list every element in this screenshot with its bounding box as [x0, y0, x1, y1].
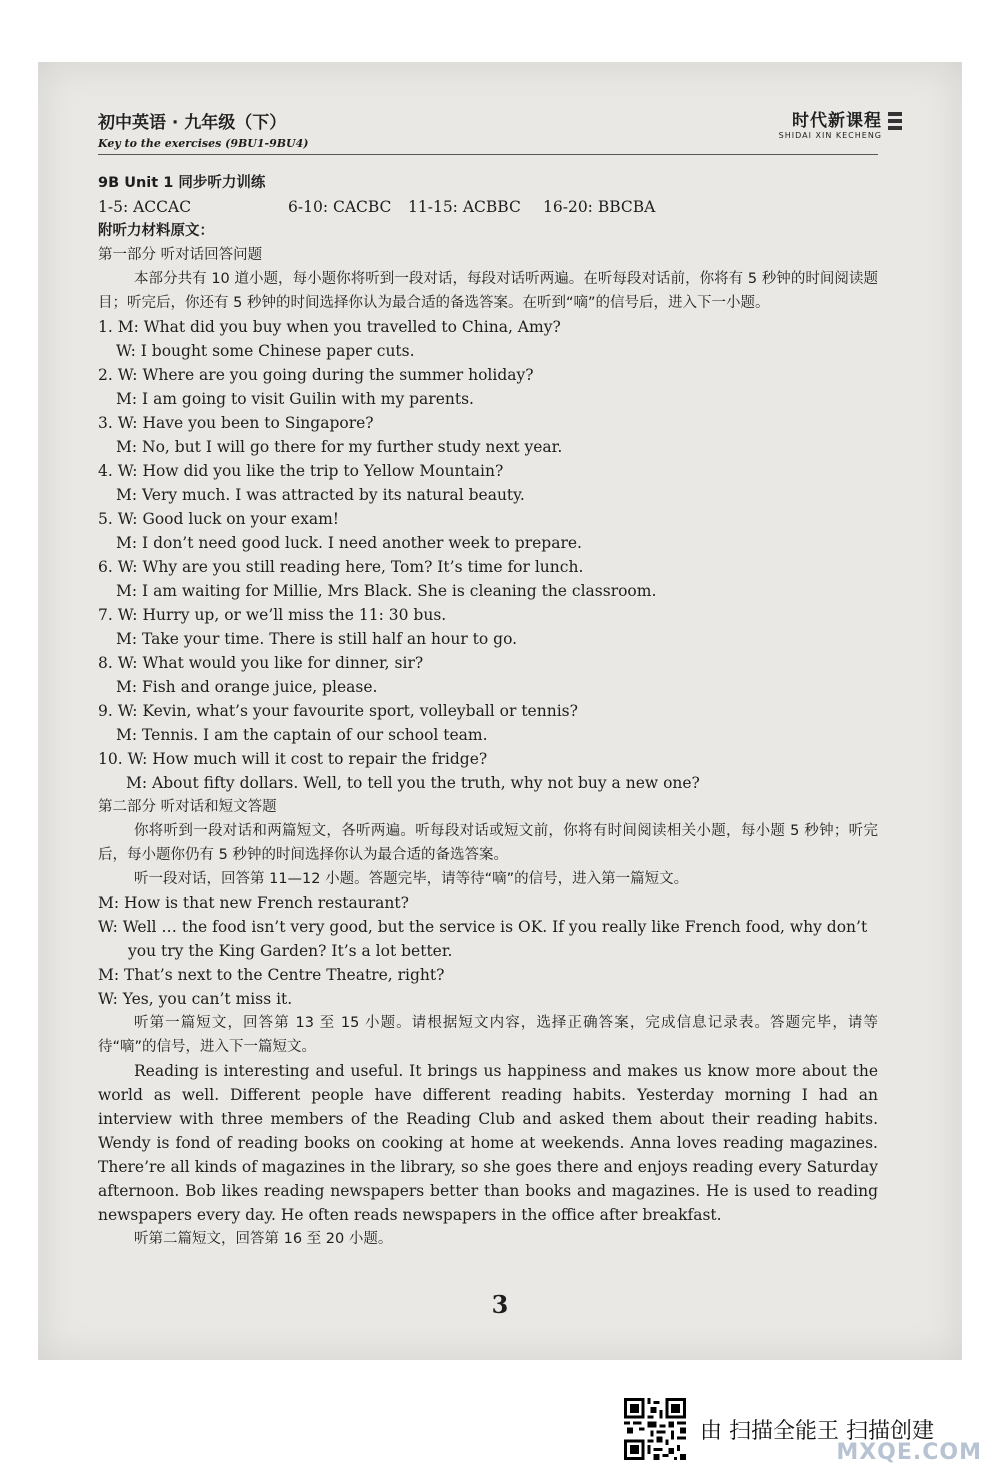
page-number: 3 [491, 1290, 509, 1319]
book-title: 初中英语 · 九年级（下） [98, 113, 287, 133]
brand-name: 时代新课程 [792, 111, 882, 131]
dialogue-question: 1. M: What did you buy when you travelled to China, Amy? [98, 318, 561, 336]
dialogue-answer: M: Take your time. There is still half an hour to go. [116, 630, 518, 648]
header-divider [98, 154, 878, 155]
answer-group: 1-5: ACCAC [98, 198, 192, 216]
answer-group: 16-20: BBCBA [543, 198, 656, 216]
dialogue-question: 10. W: How much will it cost to repair the fridge? [98, 750, 488, 768]
material-title: 附听力材料原文： [98, 223, 214, 239]
section-title: 9B Unit 1 同步听力训练 [98, 175, 266, 191]
dialogue-answer: M: Tennis. I am the captain of our school team. [116, 726, 488, 744]
part2-instructions: 你将听到一段对话和两篇短文，各听两遍。听每段对话或短文前，你将有时间阅读相关小题，每小题 5 秒钟；听完后，每小题你仍有 5 秒钟的时间选择你认为最合适的备选答案。 [98, 823, 878, 863]
scanner-caption: 由 扫描全能王 扫描创建 [700, 1418, 934, 1444]
page-header [98, 108, 309, 150]
brand [779, 106, 882, 140]
dialogue-answer: M: Very much. I was attracted by its natural beauty. [116, 486, 525, 504]
dialogue-question: 3. W: Have you been to Singapore? [98, 414, 374, 432]
dialogue-line: W: Well … the food isn’t very good, but the service is OK. If you really like French food, why don’t [98, 918, 868, 936]
dialogue-question: 9. W: Kevin, what’s your favourite sport, volleyball or tennis? [98, 702, 578, 720]
dialogue-question: 6. W: Why are you still reading here, Tom? It’s time for lunch. [98, 558, 584, 576]
dialogue-answer: M: I am waiting for Millie, Mrs Black. She is cleaning the classroom. [116, 582, 657, 600]
dialogue-list [98, 315, 878, 795]
brand-logo-icon [886, 108, 904, 134]
answer-group: 6-10: CACBC [288, 198, 392, 216]
passage1-intro: 听第一篇短文，回答第 13 至 15 小题。请根据短文内容，选择正确答案，完成信息记录表。答题完毕，请等待“嘀”的信号，进入下一篇短文。 [98, 1015, 878, 1055]
restaurant-dialogue [98, 891, 878, 1011]
dialogue-answer: M: About fifty dollars. Well, to tell you the truth, why not buy a new one? [126, 774, 700, 792]
dialogue-answer: W: I bought some Chinese paper cuts. [116, 342, 415, 360]
dialogue-line: you try the King Garden? It’s a lot better. [128, 942, 453, 960]
qr-code-icon [624, 1398, 686, 1460]
part1-heading: 第一部分 听对话回答问题 [98, 247, 263, 263]
passage2-intro: 听第二篇短文，回答第 16 至 20 小题。 [134, 1231, 393, 1247]
dialogue-question: 7. W: Hurry up, or we’ll miss the 11: 30 bus. [98, 606, 447, 624]
dialogue-question: 4. W: How did you like the trip to Yellow Mountain? [98, 462, 504, 480]
dialogue-intro: 听一段对话，回答第 11—12 小题。答题完毕，请等待“嘀”的信号，进入第一篇短文。 [134, 871, 689, 887]
dialogue-line: W: Yes, you can’t miss it. [98, 990, 293, 1008]
part2-heading: 第二部分 听对话和短文答题 [98, 799, 277, 815]
dialogue-answer: M: No, but I will go there for my further study next year. [116, 438, 563, 456]
passage1-text: Reading is interesting and useful. It brings us happiness and makes us know more about the world as well. Different people have different reading habits. Yesterday morning I had an interview with three members of the Reading Club and asked them about their reading habits. Wendy is fond of reading books on cooking at home at weekends. Anna loves reading magazines. There’re all kinds of magazines in the library, so she goes there and enjoys reading every Saturday afternoon. Bob likes reading newspapers better than books and magazines. He is used to reading newspapers every day. He often reads newspapers in the office after breakfast. [98, 1062, 878, 1224]
dialogue-answer: M: I am going to visit Guilin with my parents. [116, 390, 474, 408]
watermark: MXQE.COM [836, 1440, 982, 1465]
answer-key [98, 195, 878, 219]
dialogue-question: 5. W: Good luck on your exam! [98, 510, 340, 528]
brand-pinyin: SHIDAI XIN KECHENG [778, 131, 882, 140]
page-content [98, 171, 878, 1251]
book-subtitle: Key to the exercises (9BU1-9BU4) [98, 137, 309, 150]
dialogue-answer: M: Fish and orange juice, please. [116, 678, 378, 696]
dialogue-line: M: How is that new French restaurant? [98, 894, 409, 912]
dialogue-question: 2. W: Where are you going during the summer holiday? [98, 366, 534, 384]
dialogue-line: M: That’s next to the Centre Theatre, right? [98, 966, 445, 984]
answer-group: 11-15: ACBBC [408, 198, 521, 216]
dialogue-answer: M: I don’t need good luck. I need another week to prepare. [116, 534, 582, 552]
dialogue-question: 8. W: What would you like for dinner, sir? [98, 654, 424, 672]
part1-instructions: 本部分共有 10 道小题，每小题你将听到一段对话，每段对话听两遍。在听每段对话前，你将有 5 秒钟的时间阅读题目；听完后，你还有 5 秒钟的时间选择你认为最合适的备选答案。在听到“嘀”的信号后，进入下一小题。 [98, 271, 878, 311]
